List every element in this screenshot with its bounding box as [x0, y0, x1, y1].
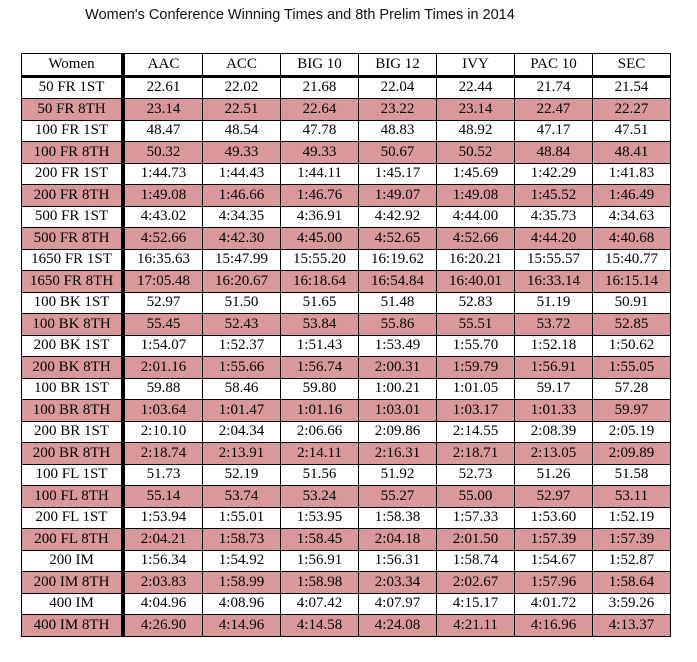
- time-cell: 23.22: [359, 99, 437, 121]
- table-row: [22, 335, 671, 357]
- time-cell: 52.85: [593, 314, 671, 336]
- time-cell: 52.19: [203, 464, 281, 486]
- time-cell: 4:08.96: [203, 593, 281, 615]
- time-cell: 1:49.07: [359, 185, 437, 207]
- table-row: [22, 271, 671, 293]
- time-cell: 15:55.20: [281, 249, 359, 271]
- row-label: 200 FR 1ST: [22, 163, 124, 185]
- time-cell: 55.51: [437, 314, 515, 336]
- time-cell: 51.48: [359, 292, 437, 314]
- time-cell: 1:46.66: [203, 185, 281, 207]
- time-cell: 1:52.18: [515, 335, 593, 357]
- time-cell: 1:54.67: [515, 550, 593, 572]
- time-cell: 4:21.11: [437, 615, 515, 637]
- table-row: [22, 185, 671, 207]
- table-row: [22, 443, 671, 465]
- time-cell: 1:57.39: [515, 529, 593, 551]
- time-cell: 1:03.64: [123, 400, 203, 422]
- time-cell: 2:08.39: [515, 421, 593, 443]
- time-cell: 1:03.17: [437, 400, 515, 422]
- time-cell: 22.44: [437, 76, 515, 99]
- time-cell: 1:51.43: [281, 335, 359, 357]
- column-header: AAC: [123, 54, 203, 77]
- table-row: [22, 76, 671, 99]
- row-label: 400 IM: [22, 593, 124, 615]
- time-cell: 1:56.91: [281, 550, 359, 572]
- time-cell: 50.67: [359, 142, 437, 164]
- time-cell: 1:53.95: [281, 507, 359, 529]
- time-cell: 50.32: [123, 142, 203, 164]
- time-cell: 23.14: [123, 99, 203, 121]
- time-cell: 51.65: [281, 292, 359, 314]
- time-cell: 2:09.86: [359, 421, 437, 443]
- time-cell: 21.54: [593, 76, 671, 99]
- time-cell: 1:50.62: [593, 335, 671, 357]
- time-cell: 2:03.83: [123, 572, 203, 594]
- time-cell: 1:55.66: [203, 357, 281, 379]
- time-cell: 4:24.08: [359, 615, 437, 637]
- time-cell: 1:46.76: [281, 185, 359, 207]
- time-cell: 51.73: [123, 464, 203, 486]
- time-cell: 4:35.73: [515, 206, 593, 228]
- time-cell: 1:53.60: [515, 507, 593, 529]
- time-cell: 49.33: [203, 142, 281, 164]
- time-cell: 55.86: [359, 314, 437, 336]
- time-cell: 1:56.74: [281, 357, 359, 379]
- table-row: [22, 400, 671, 422]
- time-cell: 16:18.64: [281, 271, 359, 293]
- time-cell: 1:58.64: [593, 572, 671, 594]
- time-cell: 51.56: [281, 464, 359, 486]
- time-cell: 48.41: [593, 142, 671, 164]
- time-cell: 53.74: [203, 486, 281, 508]
- time-cell: 15:40.77: [593, 249, 671, 271]
- time-cell: 1:54.07: [123, 335, 203, 357]
- time-cell: 4:34.35: [203, 206, 281, 228]
- time-cell: 47.78: [281, 120, 359, 142]
- time-cell: 4:04.96: [123, 593, 203, 615]
- time-cell: 4:26.90: [123, 615, 203, 637]
- time-cell: 50.52: [437, 142, 515, 164]
- time-cell: 1:59.79: [437, 357, 515, 379]
- time-cell: 2:13.05: [515, 443, 593, 465]
- table-row: [22, 120, 671, 142]
- row-label: 1650 FR 8TH: [22, 271, 124, 293]
- time-cell: 3:59.26: [593, 593, 671, 615]
- row-label: 100 FR 1ST: [22, 120, 124, 142]
- times-table: [21, 53, 671, 637]
- time-cell: 59.88: [123, 378, 203, 400]
- time-cell: 2:06.66: [281, 421, 359, 443]
- time-cell: 48.47: [123, 120, 203, 142]
- time-cell: 16:35.63: [123, 249, 203, 271]
- row-label: 100 BK 8TH: [22, 314, 124, 336]
- table-row: [22, 421, 671, 443]
- time-cell: 1:52.37: [203, 335, 281, 357]
- row-label: 100 FL 1ST: [22, 464, 124, 486]
- time-cell: 22.61: [123, 76, 203, 99]
- time-cell: 1:55.05: [593, 357, 671, 379]
- time-cell: 1:44.43: [203, 163, 281, 185]
- corner-header: Women: [22, 54, 124, 77]
- time-cell: 16:40.01: [437, 271, 515, 293]
- table-header-row: [22, 54, 671, 77]
- time-cell: 2:18.71: [437, 443, 515, 465]
- row-label: 500 FR 8TH: [22, 228, 124, 250]
- time-cell: 1:01.47: [203, 400, 281, 422]
- column-header: PAC 10: [515, 54, 593, 77]
- time-cell: 4:52.66: [123, 228, 203, 250]
- time-cell: 16:33.14: [515, 271, 593, 293]
- time-cell: 21.68: [281, 76, 359, 99]
- time-cell: 47.51: [593, 120, 671, 142]
- time-cell: 55.00: [437, 486, 515, 508]
- time-cell: 1:01.33: [515, 400, 593, 422]
- time-cell: 22.02: [203, 76, 281, 99]
- row-label: 200 FR 8TH: [22, 185, 124, 207]
- time-cell: 52.43: [203, 314, 281, 336]
- row-label: 100 FL 8TH: [22, 486, 124, 508]
- row-label: 400 IM 8TH: [22, 615, 124, 637]
- time-cell: 1:58.99: [203, 572, 281, 594]
- time-cell: 1:52.87: [593, 550, 671, 572]
- table-row: [22, 550, 671, 572]
- time-cell: 59.80: [281, 378, 359, 400]
- time-cell: 1:58.45: [281, 529, 359, 551]
- time-cell: 1:58.74: [437, 550, 515, 572]
- table-row: [22, 378, 671, 400]
- time-cell: 2:04.18: [359, 529, 437, 551]
- time-cell: 21.74: [515, 76, 593, 99]
- row-label: 50 FR 8TH: [22, 99, 124, 121]
- time-cell: 22.47: [515, 99, 593, 121]
- time-cell: 4:52.65: [359, 228, 437, 250]
- row-label: 100 BK 1ST: [22, 292, 124, 314]
- time-cell: 50.91: [593, 292, 671, 314]
- time-cell: 22.51: [203, 99, 281, 121]
- table-body: [22, 76, 671, 636]
- time-cell: 4:44.00: [437, 206, 515, 228]
- time-cell: 51.26: [515, 464, 593, 486]
- time-cell: 2:01.16: [123, 357, 203, 379]
- time-cell: 16:19.62: [359, 249, 437, 271]
- time-cell: 22.04: [359, 76, 437, 99]
- time-cell: 1:57.96: [515, 572, 593, 594]
- column-header: ACC: [203, 54, 281, 77]
- time-cell: 1:49.08: [123, 185, 203, 207]
- time-cell: 1:57.39: [593, 529, 671, 551]
- table-row: [22, 593, 671, 615]
- time-cell: 1:56.31: [359, 550, 437, 572]
- time-cell: 4:34.63: [593, 206, 671, 228]
- time-cell: 49.33: [281, 142, 359, 164]
- row-label: 200 IM: [22, 550, 124, 572]
- time-cell: 1:55.70: [437, 335, 515, 357]
- time-cell: 1:56.34: [123, 550, 203, 572]
- time-cell: 59.97: [593, 400, 671, 422]
- time-cell: 2:14.11: [281, 443, 359, 465]
- column-header: IVY: [437, 54, 515, 77]
- table-row: [22, 206, 671, 228]
- table-row: [22, 249, 671, 271]
- row-label: 100 BR 1ST: [22, 378, 124, 400]
- time-cell: 4:15.17: [437, 593, 515, 615]
- time-cell: 4:44.20: [515, 228, 593, 250]
- time-cell: 51.92: [359, 464, 437, 486]
- table-row: [22, 507, 671, 529]
- row-label: 100 BR 8TH: [22, 400, 124, 422]
- time-cell: 1:03.01: [359, 400, 437, 422]
- table-row: [22, 292, 671, 314]
- time-cell: 1:44.11: [281, 163, 359, 185]
- row-label: 200 FL 1ST: [22, 507, 124, 529]
- table-row: [22, 486, 671, 508]
- time-cell: 53.72: [515, 314, 593, 336]
- time-cell: 1:41.83: [593, 163, 671, 185]
- time-cell: 2:10.10: [123, 421, 203, 443]
- time-cell: 1:58.73: [203, 529, 281, 551]
- time-cell: 1:52.19: [593, 507, 671, 529]
- time-cell: 2:04.21: [123, 529, 203, 551]
- time-cell: 1:54.92: [203, 550, 281, 572]
- row-label: 1650 FR 1ST: [22, 249, 124, 271]
- time-cell: 17:05.48: [123, 271, 203, 293]
- time-cell: 51.19: [515, 292, 593, 314]
- time-cell: 1:44.73: [123, 163, 203, 185]
- time-cell: 16:54.84: [359, 271, 437, 293]
- table-row: [22, 572, 671, 594]
- time-cell: 4:16.96: [515, 615, 593, 637]
- time-cell: 4:36.91: [281, 206, 359, 228]
- row-label: 200 BR 1ST: [22, 421, 124, 443]
- time-cell: 4:42.92: [359, 206, 437, 228]
- page-title: Women's Conference Winning Times and 8th Prelim Times in 2014: [85, 7, 515, 23]
- time-cell: 52.73: [437, 464, 515, 486]
- time-cell: 52.83: [437, 292, 515, 314]
- table-row: [22, 529, 671, 551]
- time-cell: 22.64: [281, 99, 359, 121]
- time-cell: 2:18.74: [123, 443, 203, 465]
- time-cell: 2:16.31: [359, 443, 437, 465]
- time-cell: 58.46: [203, 378, 281, 400]
- time-cell: 16:20.21: [437, 249, 515, 271]
- time-cell: 1:45.17: [359, 163, 437, 185]
- time-cell: 1:49.08: [437, 185, 515, 207]
- time-cell: 1:01.05: [437, 378, 515, 400]
- table-row: [22, 99, 671, 121]
- time-cell: 1:46.49: [593, 185, 671, 207]
- time-cell: 1:45.69: [437, 163, 515, 185]
- table-row: [22, 163, 671, 185]
- time-cell: 53.11: [593, 486, 671, 508]
- time-cell: 16:20.67: [203, 271, 281, 293]
- time-cell: 57.28: [593, 378, 671, 400]
- time-cell: 4:42.30: [203, 228, 281, 250]
- time-cell: 1:58.98: [281, 572, 359, 594]
- time-cell: 2:04.34: [203, 421, 281, 443]
- time-cell: 15:47.99: [203, 249, 281, 271]
- table-row: [22, 228, 671, 250]
- table-row: [22, 142, 671, 164]
- time-cell: 4:14.58: [281, 615, 359, 637]
- time-cell: 16:15.14: [593, 271, 671, 293]
- time-cell: 55.14: [123, 486, 203, 508]
- time-cell: 1:00.21: [359, 378, 437, 400]
- time-cell: 4:07.42: [281, 593, 359, 615]
- row-label: 500 FR 1ST: [22, 206, 124, 228]
- time-cell: 1:42.29: [515, 163, 593, 185]
- time-cell: 55.45: [123, 314, 203, 336]
- time-cell: 22.27: [593, 99, 671, 121]
- time-cell: 4:40.68: [593, 228, 671, 250]
- row-label: 200 BR 8TH: [22, 443, 124, 465]
- time-cell: 1:57.33: [437, 507, 515, 529]
- time-cell: 53.24: [281, 486, 359, 508]
- time-cell: 1:56.91: [515, 357, 593, 379]
- time-cell: 1:53.49: [359, 335, 437, 357]
- time-cell: 4:01.72: [515, 593, 593, 615]
- time-cell: 4:07.97: [359, 593, 437, 615]
- time-cell: 2:00.31: [359, 357, 437, 379]
- time-cell: 48.84: [515, 142, 593, 164]
- time-cell: 52.97: [123, 292, 203, 314]
- time-cell: 1:55.01: [203, 507, 281, 529]
- time-cell: 15:55.57: [515, 249, 593, 271]
- time-cell: 2:14.55: [437, 421, 515, 443]
- time-cell: 51.50: [203, 292, 281, 314]
- time-cell: 2:09.89: [593, 443, 671, 465]
- time-cell: 47.17: [515, 120, 593, 142]
- time-cell: 23.14: [437, 99, 515, 121]
- time-cell: 2:03.34: [359, 572, 437, 594]
- time-cell: 48.83: [359, 120, 437, 142]
- time-cell: 53.84: [281, 314, 359, 336]
- time-cell: 4:14.96: [203, 615, 281, 637]
- time-cell: 1:58.38: [359, 507, 437, 529]
- table-row: [22, 464, 671, 486]
- row-label: 200 FL 8TH: [22, 529, 124, 551]
- time-cell: 4:45.00: [281, 228, 359, 250]
- row-label: 200 IM 8TH: [22, 572, 124, 594]
- time-cell: 2:13.91: [203, 443, 281, 465]
- time-cell: 59.17: [515, 378, 593, 400]
- time-cell: 1:01.16: [281, 400, 359, 422]
- time-cell: 52.97: [515, 486, 593, 508]
- table-row: [22, 615, 671, 637]
- time-cell: 4:52.66: [437, 228, 515, 250]
- time-cell: 2:05.19: [593, 421, 671, 443]
- time-cell: 4:13.37: [593, 615, 671, 637]
- row-label: 200 BK 8TH: [22, 357, 124, 379]
- row-label: 50 FR 1ST: [22, 76, 124, 99]
- time-cell: 48.92: [437, 120, 515, 142]
- time-cell: 2:01.50: [437, 529, 515, 551]
- time-cell: 51.58: [593, 464, 671, 486]
- time-cell: 48.54: [203, 120, 281, 142]
- time-cell: 55.27: [359, 486, 437, 508]
- table-row: [22, 357, 671, 379]
- time-cell: 1:53.94: [123, 507, 203, 529]
- row-label: 200 BK 1ST: [22, 335, 124, 357]
- time-cell: 4:43.02: [123, 206, 203, 228]
- row-label: 100 FR 8TH: [22, 142, 124, 164]
- column-header: BIG 12: [359, 54, 437, 77]
- column-header: BIG 10: [281, 54, 359, 77]
- time-cell: 1:45.52: [515, 185, 593, 207]
- table-row: [22, 314, 671, 336]
- column-header: SEC: [593, 54, 671, 77]
- time-cell: 2:02.67: [437, 572, 515, 594]
